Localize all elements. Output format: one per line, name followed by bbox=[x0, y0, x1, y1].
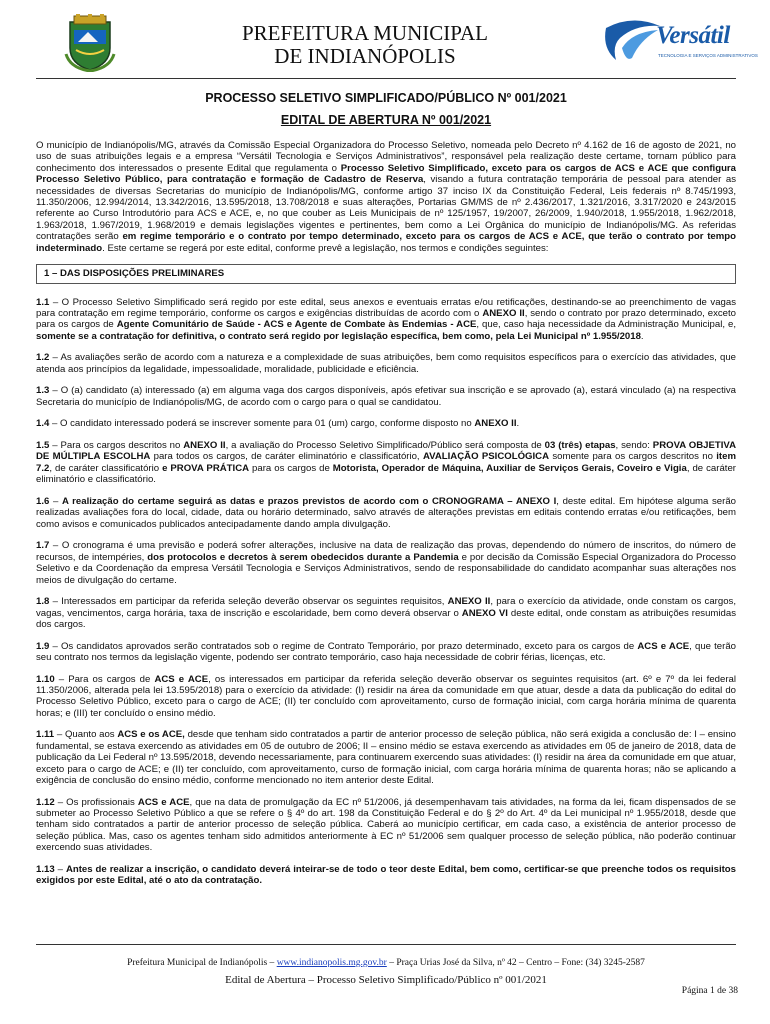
versatil-swoosh-icon bbox=[602, 18, 662, 70]
header-divider bbox=[36, 78, 736, 79]
item-1-6: 1.6 – A realização do certame seguirá as datas e prazos previstos de acordo com o CRONOGRAMA – ANEXO I, deste edital. Em hipótese alguma serão realizadas avaliações fora do local, cidade, data ou horário determinado, salvo através de alterações previstas em editais contendo erratas e/ou retificações, bem como avisos e comunicados publicados antecipadamente dando ampla divulgação. bbox=[36, 495, 736, 530]
item-1-3: 1.3 – O (a) candidato (a) interessado (a) em alguma vaga dos cargos disponíveis, após efetivar sua inscrição e se aprovado (a), estará vinculado (a) na respectiva Secretaria do município de Indianópolis/MG, de acordo com o cargo para o qual se candidatou. bbox=[36, 385, 736, 408]
footer-divider bbox=[36, 944, 736, 945]
item-1-13: 1.13 – Antes de realizar a inscrição, o candidato deverá inteirar-se de todo o teor deste Edital, bem como, certificar-se que preenche todos os requisitos exigidos por este Edital, até o ato da contratação. bbox=[36, 863, 736, 887]
footer-address-suffix: – Praça Urias José da Silva, nº 42 – Centro – Fone: (34) 3245-2587 bbox=[386, 958, 645, 968]
versatil-logo bbox=[600, 18, 758, 70]
item-1-7: 1.7 – O cronograma é uma previsão e poderá sofrer alterações, inclusive na data de realização das provas, dependendo do número de inscritos, do número de recursos, de intempéries, dos protocolos e decretos à serem obedecidos durante a Pandemia e por decisão da Comissão Especial Organizadora do Processo Seletivo e da Coordenação da empresa Versátil Tecnologia e Serviços Administrativos, sendo de responsabilidade do candidato acompanhar suas alterações nos meios de divulgação do certame. bbox=[36, 540, 736, 586]
item-1-9: 1.9 – Os candidatos aprovados serão contratados sob o regime de Contrato Temporário, por prazo determinado, exceto para os cargos de ACS e ACE, que terão seu contrato nos termos da legislação vigente, podendo ser contrato temporário, caso haja necessidade de cobrir férias, licenças, etc. bbox=[36, 640, 737, 663]
footer-address-prefix: Prefeitura Municipal de Indianópolis – bbox=[127, 958, 277, 968]
item-1-8: 1.8 – Interessados em participar da referida seleção deverão observar os seguintes requisitos, ANEXO II, para o exercício da atividade, onde constam os cargos, vagas, vencimentos, carga horária, taxa de inscrição e escolaridade, bem como deverá observar o ANEXO VI deste edital, onde constam as atribuições resumidas dos cargos. bbox=[36, 596, 737, 630]
item-1-10: 1.10 – Para os cargos de ACS e ACE, os interessados em participar da referida seleção deverão observar os seguintes requisitos (art. 6º e 7º da lei federal 11.350/2006, alterada pela lei 13.595/2018) para o exercício da atividade: (I) residir na área da comunidade em que atuar, desde a data da publicação do edital do Processo Seletivo Público, exceto para o cargo de ACE; (II) ter concluído com aproveitamento, curso de formação inicial, com carga horária mínima de quarenta horas; e (III) ter concluído o ensino médio. bbox=[36, 673, 736, 719]
item-1-4: 1.4 – O candidato interessado poderá se inscrever somente para 01 (um) cargo, conforme disposto no ANEXO II. bbox=[36, 418, 520, 430]
item-1-1: 1.1 – O Processo Seletivo Simplificado será regido por este edital, seus anexos e eventuais erratas e/ou retificações, destinando-se ao preenchimento de vagas para contratação em regime temporário, conforme os cargos e exigências distribuídas de acordo com o ANEXO II, sendo o contrato por prazo determinado, exceto para os cargos de Agente Comunitário de Saúde - ACS e Agente de Combate às Endemias - ACE, que, caso haja necessidade da Administração Municipal, e, somente se a contratação for definitiva, o contrato será regido por legislação específica, bem como, pela Lei Municipal nº 1.955/2018. bbox=[36, 296, 737, 342]
page-header bbox=[0, 0, 770, 82]
title-line-2: DE INDIANÓPOLIS bbox=[274, 44, 456, 68]
logo-wordmark: Versátil bbox=[656, 22, 730, 49]
item-1-2: 1.2 – As avaliações serão de acordo com a natureza e a complexidade de suas atribuições, bem como requisitos específicos para o exercício das atividades, que atenda aos princípios da legalidade, impessoalidade, moralidade, publicidade e eficiência. bbox=[36, 352, 736, 375]
document-title: PROCESSO SELETIVO SIMPLIFICADO/PÚBLICO Nº 001/2021 bbox=[205, 91, 567, 105]
footer-address bbox=[36, 958, 736, 968]
intro-paragraph: O município de Indianópolis/MG, através da Comissão Especial Organizadora do Processo Seletivo, nomeada pelo Decreto nº 4.162 de 16 de agosto de 2021, no uso de suas atribuições legais e a empresa “Versátil Tecnologia e Serviços Administrativos”, responsável pela realização deste certame, tornam público para conhecimento dos interessados o presente Edital que regulamenta o Processo Seletivo Simplificado, exceto para os cargos de ACS e ACE que configura Processo Seletivo Público, para contratação e formação de Cadastro de Reserva, visando a futura contratação temporária de pessoal para atender as necessidades de diversas Secretarias do município de Indianópolis/MG, conforme artigo 37 inciso IX da Constituição Federal, Leis federais nº 8.745/1993, 11.350/2006, 12.994/2014, 13.342/2016, 13.595/2018, 13.708/2018 e suas alterações, Portarias GM/MS de nº 2.436/2017, 1.321/2016, 3.317/2020 e 243/2015 referente ao Curso Introdutório para ACS e ACE, e, no que couber as Leis Municipais de nº 125/1957, 19/2007, 26/2009, 1.940/2018, 1.955/2018, 1.962/2018, 1.963/2018, 1.967/2019, 1.968/2019 e demais legislações vigentes e pertinentes, bem como a Lei Orgânica do município de Indianópolis/MG. As referidas contratações serão em regime temporário e o contrato por tempo determinado, exceto para os cargos de ACS e ACE, que terão o contrato por tempo indeterminado. Este certame se regerá por este edital, conforme prevê a legislação, nos termos e condições seguintes: bbox=[36, 140, 737, 254]
logo-tagline: TECNOLOGIA E SERVIÇOS ADMINISTRATIVOS bbox=[658, 53, 758, 58]
page-number: Página 1 de 38 bbox=[681, 986, 738, 996]
section-heading: 1 – DAS DISPOSIÇÕES PRELIMINARES bbox=[36, 264, 736, 283]
edital-body bbox=[36, 140, 736, 897]
title-line-1: PREFEITURA MUNICIPAL bbox=[241, 21, 488, 45]
item-1-12: 1.12 – Os profissionais ACS e ACE, que na data de promulgação da EC nº 51/2006, já desempenhavam tais atividades, na forma da lei, ficam dispensados de se submeter ao Processo Seletivo Público a que se refere o § 4º do art. 198 da Constituição Federal e do § 2º do Art. 4º da Lei municipal nº 1.955/2018, desde que tenham sido contratados a partir de anterior processo de seleção pública. Caberá ao município certificar, em cada caso, a existência de anterior processo de seleção pública. Mas, caso os agentes tenham sido admitidos anteriormente à EC nº 51/2006 sem qualquer processo de seleção pública, não poderão continuar exercendo suas atividades. bbox=[36, 796, 736, 854]
footer-edital-line: Edital de Abertura – Processo Seletivo Simplificado/Público nº 001/2021 bbox=[225, 974, 547, 986]
item-1-11: 1.11 – Quanto aos ACS e os ACE, desde que tenham sido contratados a partir de anterior processo de seleção pública, não será exigida a conclusão de: I – ensino fundamental, se estava exercendo as atividades em 05 de outubro de 2006; II – ensino médio se estava exercendo as atividades em 05 de janeiro de 2018, data de publicação da Lei Federal nº 13.595/2018, devendo necessariamente, para continuarem exercendo suas atividades: (I) residir na área da comunidade em que atuar, exceto para o cargo de ACE; e (II) ter concluído, com aproveitamento, curso de formação inicial, com carga horária mínima de quarenta horas; não se aplicando a exigência de conclusão do ensino médio, conforme mencionado no item anterior deste Edital. bbox=[36, 729, 736, 786]
subtitle-text: EDITAL DE ABERTURA Nº 001/2021 bbox=[280, 113, 492, 127]
document-subtitle bbox=[36, 113, 736, 127]
municipal-crest-icon bbox=[64, 14, 116, 72]
item-1-5: 1.5 – Para os cargos descritos no ANEXO II, a avaliação do Processo Seletivo Simplificado/Público será composta de 03 (três) etapas, sendo: PROVA OBJETIVA DE MÚLTIPLA ESCOLHA para todos os cargos, de caráter eliminatório e classificatório, AVALIAÇÃO PSICOLÓGICA somente para os cargos descritos no item 7.2, de caráter classificatório e PROVA PRÁTICA para os cargos de Motorista, Operador de Máquina, Auxiliar de Serviços Gerais, Coveiro e Vigia, de caráter eliminatório e classificatório. bbox=[36, 440, 737, 486]
footer-website-link[interactable]: www.indianopolis.mg.gov.br bbox=[276, 958, 387, 968]
municipality-title bbox=[200, 22, 530, 68]
